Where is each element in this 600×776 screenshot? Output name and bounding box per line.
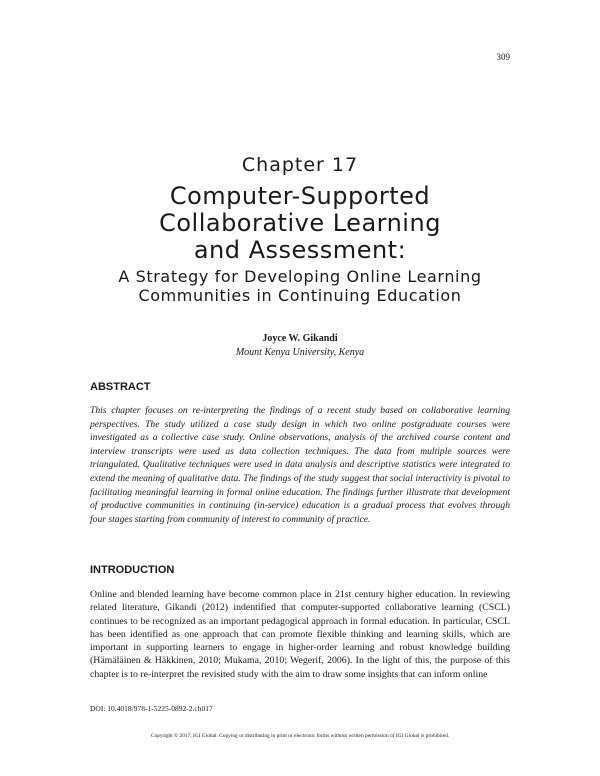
title-line-2: Collaborative Learning bbox=[159, 209, 441, 237]
chapter-subtitle bbox=[0, 267, 600, 305]
abstract-body: This chapter focuses on re-interpreting the findings of a recent study based on collaborative learning perspectives. The study utilized a case study design in which two online postgraduate courses were investigated as a collective case study. Online observations, analysis of the archived course content and interview transcripts were used as data collection techniques. The data from multiple sources were triangulated. Qualitative techniques were used in data analysis and descriptive statistics were integrated to extend the meaning of qualitative data. The findings of the study suggest that social interactivity is pivotal to facilitating meaningful learning in formal online education. The findings further illustrate that development of productive communities in continuing (in-service) education is a gradual process that evolves through four stages starting from community of interest to community of practice. bbox=[90, 405, 510, 525]
author-name: Joyce W. Gikandi bbox=[262, 333, 338, 344]
abstract-heading: ABSTRACT bbox=[90, 381, 151, 393]
title-line-3: and Assessment: bbox=[193, 236, 407, 264]
chapter-label: Chapter 17 bbox=[241, 154, 359, 176]
subtitle-line-2: Communities in Continuing Education bbox=[138, 286, 462, 305]
subtitle-line-1: A Strategy for Developing Online Learning bbox=[118, 267, 482, 286]
copyright-notice: Copyright © 2017, IGI Global. Copying or distributing in print or electronic forms without written permission of IGI Global is prohibited. bbox=[150, 733, 450, 739]
chapter-title bbox=[0, 183, 600, 264]
author-affiliation: Mount Kenya University, Kenya bbox=[235, 347, 365, 358]
doi-line: DOI: 10.4018/978-1-5225-0892-2.ch017 bbox=[90, 704, 213, 713]
page-number: 309 bbox=[496, 52, 510, 62]
introduction-body: Online and blended learning have become common place in 21st century higher education. In reviewing related literature, Gikandi (2012) indentified that computer-supported collaborative learning (CSCL) continues to be recognized as an important pedagogical approach in formal education. In particular, CSCL has been identified as one approach that can promote flexible thinking and learning skills, which are important in supporting learners to engage in higher-order learning and robust knowledge building (Hämäläinen & Häkkinen, 2010; Mukama, 2010; Wegerif, 2006). In the light of this, the purpose of this chapter is to re-interpret the revisited study with the aim to draw some insights that can inform online bbox=[90, 589, 510, 680]
title-line-1: Computer-Supported bbox=[169, 182, 431, 210]
introduction-heading: INTRODUCTION bbox=[90, 564, 175, 576]
